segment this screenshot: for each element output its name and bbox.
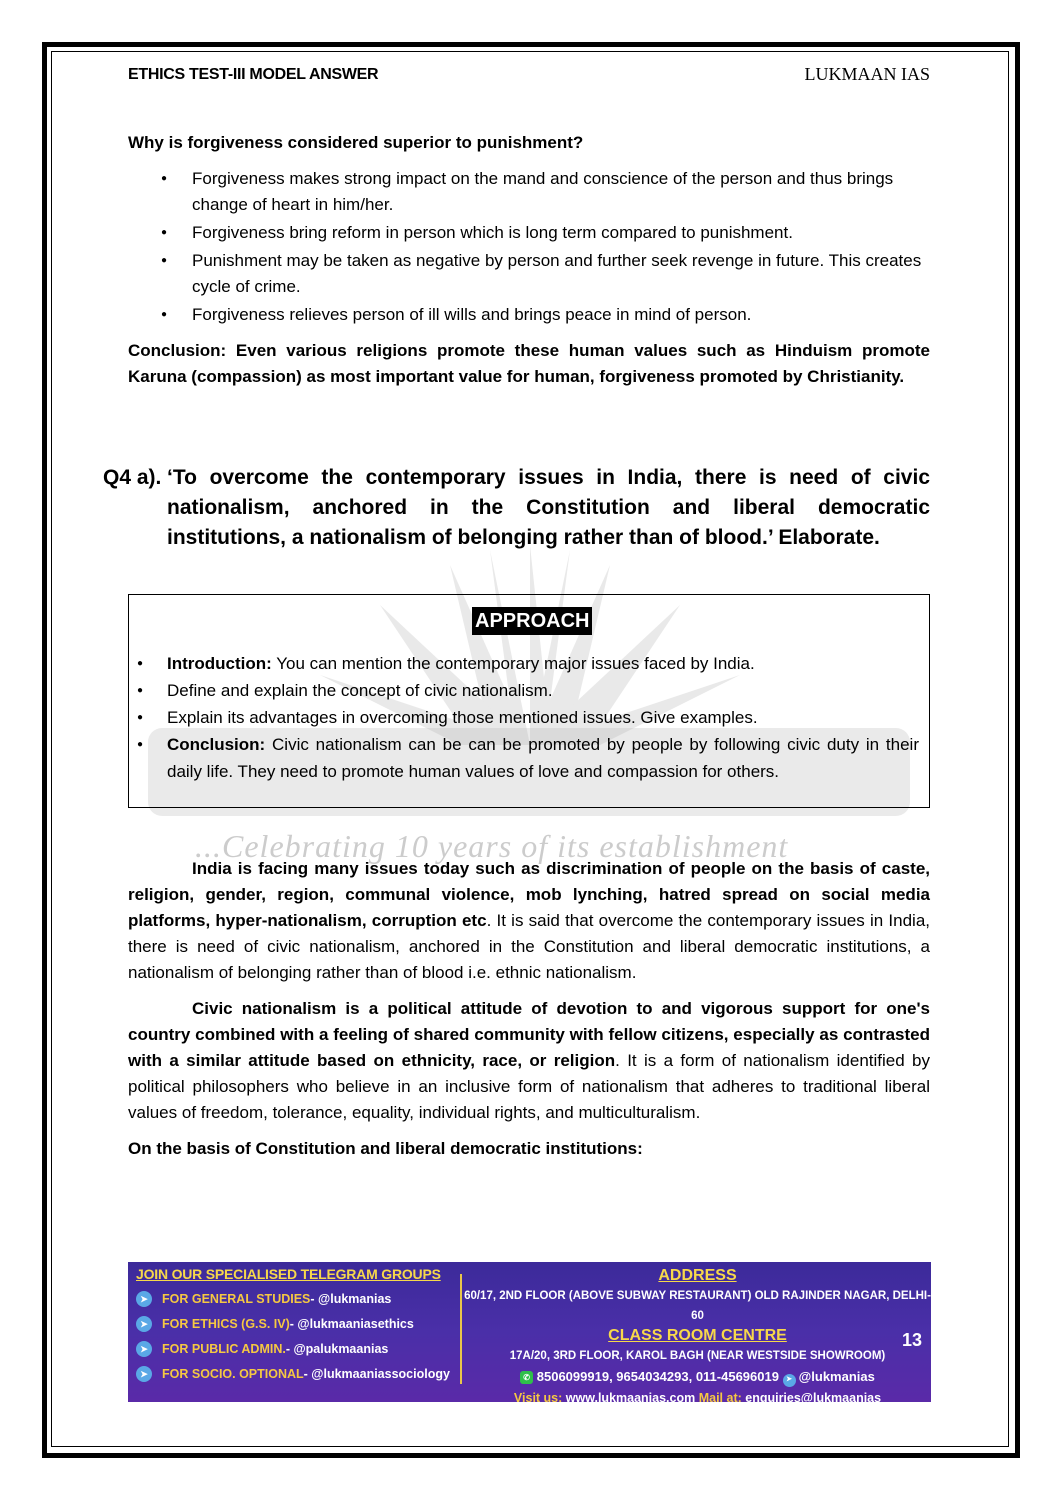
list-item	[129, 731, 919, 785]
telegram-icon: ➤	[136, 1316, 152, 1332]
telegram-group	[136, 1316, 461, 1332]
address-block	[464, 1266, 931, 1408]
group-handle: - @lukmaaniasethics	[289, 1317, 414, 1331]
group-handle: - @palukmaanias	[285, 1342, 389, 1356]
group-label: FOR PUBLIC ADMIN.	[162, 1342, 286, 1356]
question	[103, 463, 930, 553]
email-link[interactable]: enquiries@lukmaanias	[741, 1391, 882, 1405]
visit-label: Visit us:	[513, 1391, 563, 1405]
website-link[interactable]: www.lukmaanias.com	[562, 1391, 699, 1405]
item-label: Introduction:	[167, 654, 272, 673]
group-label: FOR ETHICS (G.S. IV)	[162, 1317, 290, 1331]
paragraph	[128, 996, 930, 1126]
forgiveness-section	[128, 130, 930, 390]
telegram-group	[136, 1291, 461, 1307]
telegram-title: JOIN OUR SPECIALISED TELEGRAM GROUPS	[136, 1266, 441, 1282]
conclusion-text: Conclusion: Even various religions promote these human values such as Hinduism promote Karuna (compassion) as most important value for human, forgiveness promoted by Christianity.	[128, 341, 930, 386]
banner-divider	[460, 1274, 462, 1384]
watermark-tagline: ...Celebrating 10 years of its establishment	[195, 828, 789, 864]
item-label: Conclusion:	[167, 735, 266, 754]
paragraph-text: . It is said that overcome the contemporary issues in India, there is need of civic nationalism, anchored in the Constitution and liberal democratic institutions, a nationalism of belonging rather than of blood i.e. ethnic nationalism.	[128, 911, 930, 982]
address-text: 60/17, 2ND FLOOR (ABOVE SUBWAY RESTAURANT) OLD RAJINDER NAGAR, DELHI-60	[464, 1290, 931, 1322]
centre-title: CLASS ROOM CENTRE	[608, 1327, 787, 1344]
group-handle: - @lukmanias	[310, 1292, 392, 1306]
paragraph-text: . It is a form of nationalism identified by political philosophers who believe in an inclusive form of nationalism that adheres to traditional liberal values of freedom, tolerance, equality, individual rights, and multiculturalism.	[128, 1051, 930, 1122]
centre-address: 17A/20, 3RD FLOOR, KAROL BAGH (NEAR WESTSIDE SHOWROOM)	[509, 1350, 886, 1362]
telegram-icon: ➤	[783, 1374, 796, 1387]
approach-box	[128, 594, 930, 808]
telegram-icon: ➤	[136, 1366, 152, 1382]
telegram-group	[136, 1341, 461, 1357]
answer-body	[128, 856, 930, 1162]
whatsapp-icon: ✆	[520, 1371, 533, 1384]
phone-numbers: 8506099919, 9654034293, 011-45696019	[536, 1369, 779, 1384]
list-item	[129, 704, 919, 731]
telegram-handle: @lukmanias	[798, 1369, 875, 1384]
address-title: ADDRESS	[658, 1267, 737, 1284]
paragraph-bold: Civic nationalism is a political attitude of devotion to and vigorous support for one's country combined with a feeling of shared community with fellow citizens, especially as contrasted with a similar attitude based on ethnicity, race, or religion	[128, 999, 930, 1070]
group-label: FOR GENERAL STUDIES	[162, 1292, 311, 1306]
forgiveness-list	[128, 166, 930, 328]
telegram-icon: ➤	[136, 1341, 152, 1357]
group-handle: - @lukmaaniassociology	[303, 1367, 450, 1381]
paragraph-bold: India is facing many issues today such as discrimination of people on the basis of caste, religion, gender, region, communal violence, mob lynching, hatred spread on social media platforms, hyper-nationalism, corruption etc	[128, 859, 930, 930]
item-text: You can mention the contemporary major issues faced by India.	[271, 654, 755, 673]
paragraph	[128, 856, 930, 986]
mail-label: Mail at:	[698, 1391, 742, 1405]
item-text: Civic nationalism can be can be promoted by people by following civic duty in their daily life. They need to promote human values of love and compassion for others.	[167, 735, 919, 781]
telegram-group	[136, 1366, 461, 1382]
question-text: ‘To overcome the contemporary issues in India, there is need of civic nationalism, anchored in the Constitution and liberal democratic institutions, a nationalism of belonging rather than of blood.’ Elaborate.	[167, 466, 930, 549]
header-title: ETHICS TEST-III MODEL ANSWER	[128, 66, 379, 83]
header-brand: LUKMAAN IAS	[804, 64, 930, 84]
list-item: ● Punishment may be taken as negative by person and further seek revenge in future. This creates cycle of crime.	[128, 248, 930, 300]
approach-list	[129, 650, 919, 785]
contact-line	[464, 1366, 931, 1388]
question-number: Q4 a).	[103, 466, 162, 489]
page-number: 13	[902, 1330, 923, 1350]
group-label: FOR SOCIO. OPTIONAL	[162, 1367, 304, 1381]
web-line	[464, 1388, 931, 1408]
subheading: On the basis of Constitution and liberal democratic institutions:	[128, 1139, 643, 1158]
section-heading: Why is forgiveness considered superior to punishment?	[128, 133, 584, 152]
item-text: Define and explain the concept of civic nationalism.	[167, 681, 553, 700]
footer-banner	[128, 1262, 931, 1405]
list-item	[129, 677, 919, 704]
telegram-icon: ➤	[136, 1291, 152, 1307]
list-item: ● Forgiveness relieves person of ill wills and brings peace in mind of person.	[128, 302, 930, 328]
list-item	[129, 650, 919, 677]
item-text: Explain its advantages in overcoming those mentioned issues. Give examples.	[167, 708, 758, 727]
approach-title: APPROACH	[472, 607, 592, 635]
list-item: ● Forgiveness bring reform in person which is long term compared to punishment.	[128, 220, 930, 246]
list-item: ● Forgiveness makes strong impact on the mand and conscience of the person and thus brings change of heart in him/her.	[128, 166, 930, 218]
telegram-groups	[136, 1266, 461, 1382]
